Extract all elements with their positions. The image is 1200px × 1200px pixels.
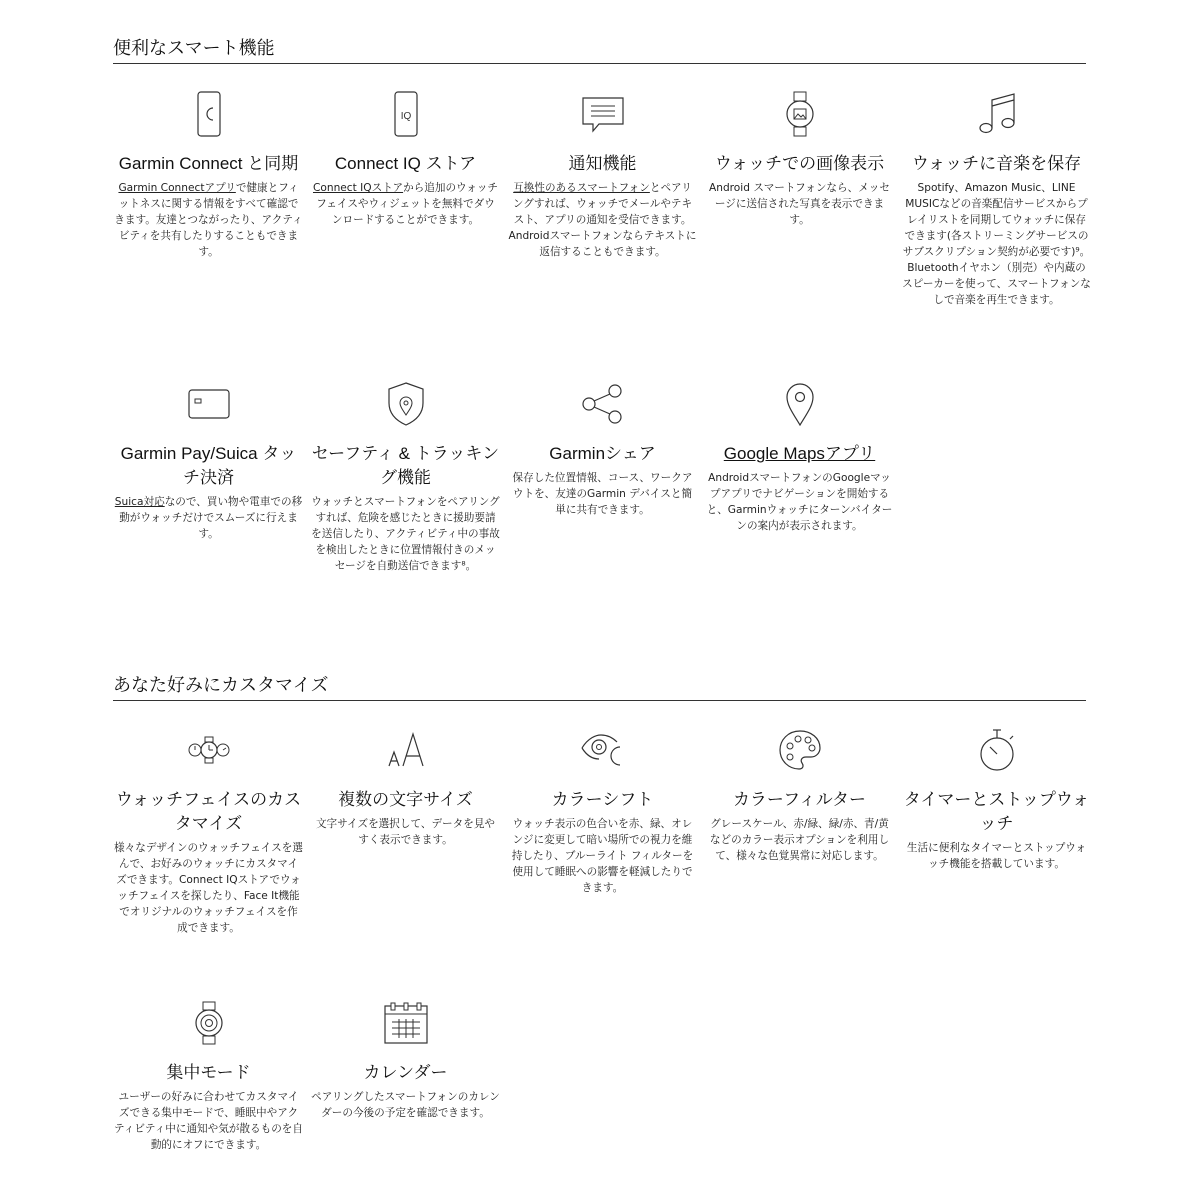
feature-music: [898, 86, 1095, 308]
section-title-customize: あなた好みにカスタマイズ: [113, 673, 1086, 701]
feature-calendar: [307, 995, 504, 1153]
feature-title: カラーフィルター: [732, 790, 867, 809]
feature-garmin-share: [504, 376, 701, 574]
feature-watch-images: [701, 86, 898, 308]
focus-watch-icon: [114, 995, 303, 1051]
phone-iq-icon: [311, 86, 500, 142]
feature-title: 集中モード: [166, 1063, 251, 1082]
watch-faces-icon: [114, 722, 303, 778]
feature-title: ウォッチフェイスのカスタマイズ: [115, 790, 302, 833]
customize-grid-row-2: [110, 995, 1095, 1153]
feature-title: 通知機能: [568, 154, 637, 173]
feature-description: ウォッチ表示の色合いを赤、緑、オレンジに変更して暗い場所での視力を維持したり、ブルーライト フィルターを使用して睡眠への影響を軽減したりできます。: [511, 818, 694, 894]
feature-title: [705, 442, 894, 466]
smart-features-grid-row-1: [110, 86, 1095, 308]
feature-title: Garmin Connect と同期: [118, 154, 299, 173]
feature-description: 様々なデザインのウォッチフェイスを選んで、お好みのウォッチにカスタマイズできます。Connect IQストアでウォッチフェイスを探したり、Face It機能でオリジナルのウォッチフェイスを作成できます。: [114, 842, 303, 934]
feature-description: 文字サイズを選択して、データを見やすく表示できます。: [315, 818, 496, 846]
feature-description: Suica対応なので、買い物や電車での移動がウォッチだけでスムーズに行えます。: [114, 496, 303, 540]
feature-title: 複数の文字サイズ: [338, 790, 473, 809]
feature-title: ウォッチに音楽を保存: [911, 154, 1082, 173]
feature-watch-faces: [110, 722, 307, 936]
feature-timer-stopwatch: [898, 722, 1095, 936]
feature-color-shift: [504, 722, 701, 936]
phone-sync-icon: [114, 86, 303, 142]
feature-title: カレンダー: [363, 1063, 448, 1082]
feature-color-filter: [701, 722, 898, 936]
feature-garmin-pay: [110, 376, 307, 574]
feature-garmin-connect: [110, 86, 307, 308]
suica-link[interactable]: Suica対応: [114, 496, 165, 508]
svg-text:IQ: IQ: [400, 111, 411, 122]
compatible-smartphones-link[interactable]: 互換性のあるスマートフォン: [513, 182, 650, 194]
feature-title: カラーシフト: [551, 790, 654, 809]
feature-title: Connect IQ ストア: [334, 154, 477, 173]
calendar-icon: [311, 995, 500, 1051]
feature-description: 保存した位置情報、コース、ワークアウトを、友達のGarmin デバイスと簡単に共有できます。: [512, 472, 693, 516]
feature-description: ペアリングしたスマートフォンのカレンダーの今後の予定を確認できます。: [311, 1091, 500, 1119]
smart-features-grid-row-2: [110, 376, 1095, 574]
customize-grid-row-1: [110, 722, 1095, 936]
feature-description: Spotify、Amazon Music、LINE MUSICなどの音楽配信サービスからプレイリストを同期してウォッチに保存できます(各ストリーミングサービスのサブスクリプション契約が必要です)⁹。Bluetoothイヤホン（別売）や内蔵のスピーカーを使って、スマートフォンなしで音楽を再生できます。: [902, 182, 1091, 306]
safety-shield-icon: [311, 376, 500, 432]
feature-safety: [307, 376, 504, 574]
stopwatch-icon: [902, 722, 1091, 778]
feature-connect-iq: [307, 86, 504, 308]
palette-icon: [705, 722, 894, 778]
feature-focus-mode: [110, 995, 307, 1153]
eye-moon-icon: [508, 722, 697, 778]
feature-description: 生活に便利なタイマーとストップウォッチ機能を搭載しています。: [906, 842, 1087, 870]
feature-description: AndroidスマートフォンのGoogleマップアプリでナビゲーションを開始すると、Garminウォッチにターンバイターンの案内が表示されます。: [706, 472, 893, 532]
feature-title: セーフティ & トラッキング機能: [311, 444, 500, 487]
feature-title: Garmin Pay/Suica タッチ決済: [120, 444, 297, 487]
feature-description: Connect IQストアから追加のウォッチフェイスやウィジェットを無料でダウンロードすることができます。: [312, 182, 499, 226]
notification-icon: [508, 86, 697, 142]
map-pin-icon: [705, 376, 894, 432]
garmin-connect-app-link[interactable]: Garmin Connectアプリ: [118, 182, 236, 194]
feature-title: ウォッチでの画像表示: [714, 154, 885, 173]
feature-notifications: [504, 86, 701, 308]
feature-description: ユーザーの好みに合わせてカスタマイズできる集中モードで、睡眠中やアクティビティ中に通知や気が散るものを自動的にオフにできます。: [114, 1091, 303, 1151]
feature-description: グレースケール、赤/緑、緑/赤、青/黄などのカラー表示オプションを利用して、様々な色覚異常に対応します。: [709, 818, 890, 862]
section-title-smart-features: 便利なスマート機能: [113, 36, 1086, 64]
feature-title: Garminシェア: [549, 444, 656, 463]
feature-description: 互換性のあるスマートフォンとペアリングすれば、ウォッチでメールやテキスト、アプリの通知を受信できます。 Androidスマートフォンならテキストに返信することもできます。: [508, 182, 697, 258]
feature-description: ウォッチとスマートフォンをペアリングすれば、危険を感じたときに援助要請を送信したり、アクティビティ中の事故を検出したときに位置情報付きのメッセージを自動送信できます⁸。: [311, 496, 500, 572]
feature-font-size: [307, 722, 504, 936]
font-size-icon: [311, 722, 500, 778]
feature-description: Garmin Connectアプリで健康とフィットネスに関する情報をすべて確認できます。友達とつながったり、アクティビティを共有したりすることもできます。: [114, 182, 303, 258]
share-icon: [508, 376, 697, 432]
connect-iq-store-link[interactable]: Connect IQストア: [312, 182, 404, 194]
watch-image-icon: [705, 86, 894, 142]
google-maps-app-link[interactable]: Google Mapsアプリ: [723, 444, 876, 463]
feature-title: タイマーとストップウォッチ: [903, 790, 1090, 833]
feature-google-maps: [701, 376, 898, 574]
feature-description: Android スマートフォンなら、メッセージに送信された写真を表示できます。: [709, 182, 890, 226]
payment-card-icon: [114, 376, 303, 432]
music-note-icon: [902, 86, 1091, 142]
